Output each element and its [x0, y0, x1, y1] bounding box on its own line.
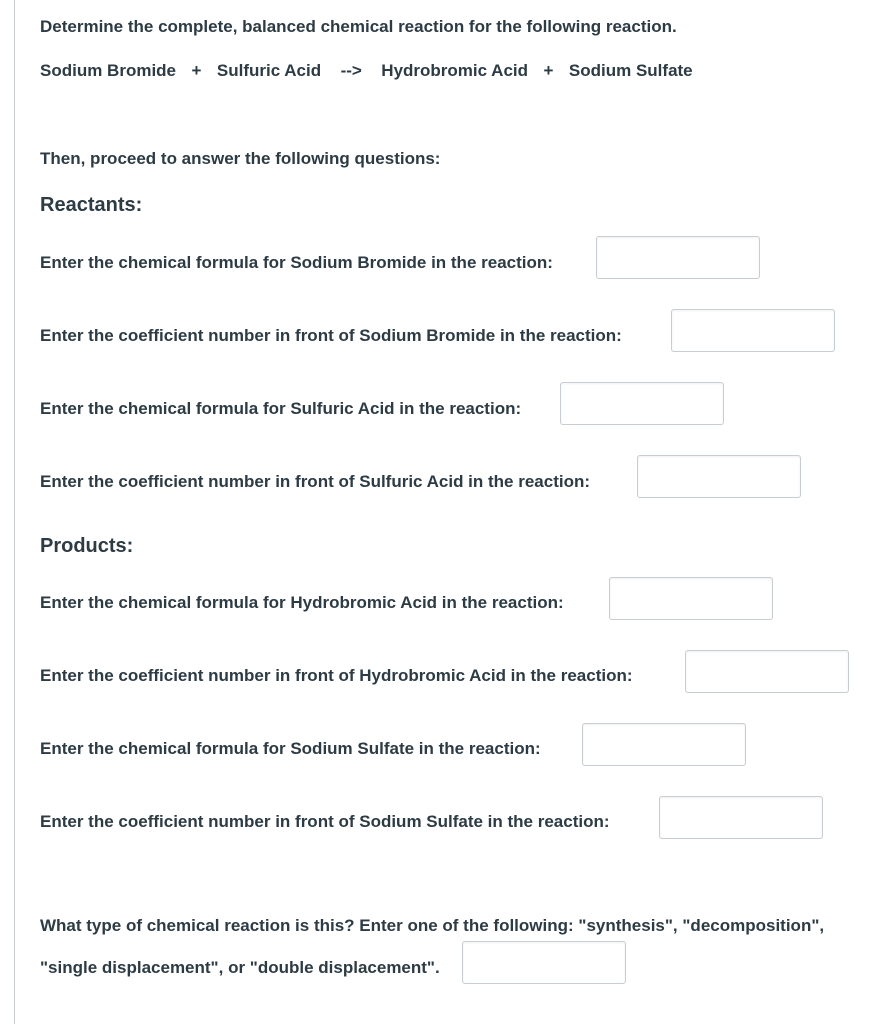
- reaction-equation: [40, 61, 693, 81]
- sulfuric-acid-coefficient-input[interactable]: [637, 455, 801, 498]
- sodium-bromide-coefficient-label: Enter the coefficient number in front of Sodium Bromide in the reaction:: [40, 326, 622, 345]
- equation-reactant-1: Sodium Bromide: [40, 61, 177, 80]
- sodium-sulfate-coefficient-input[interactable]: [659, 796, 823, 839]
- equation-plus-1: +: [191, 61, 202, 80]
- reaction-type-question: What type of chemical reaction is this? Enter one of the following: "synthesis", "decomposition",: [40, 916, 825, 935]
- reaction-type-input[interactable]: [462, 941, 626, 984]
- equation-product-1: Hydrobromic Acid: [381, 61, 529, 80]
- equation-product-2: Sodium Sulfate: [568, 61, 693, 80]
- equation-arrow: -->: [340, 61, 362, 80]
- question-intro: Determine the complete, balanced chemical reaction for the following reaction.: [40, 17, 677, 36]
- equation-plus-2: +: [543, 61, 554, 80]
- reactants-heading: Reactants:: [40, 194, 143, 216]
- sodium-sulfate-formula-input[interactable]: [582, 723, 746, 766]
- products-heading: Products:: [40, 535, 134, 557]
- reaction-type-options: "single displacement", or "double displacement".: [40, 958, 440, 977]
- sodium-sulfate-coefficient-label: Enter the coefficient number in front of Sodium Sulfate in the reaction:: [40, 812, 610, 831]
- sodium-sulfate-formula-label: Enter the chemical formula for Sodium Sulfate in the reaction:: [40, 739, 541, 758]
- equation-reactant-2: Sulfuric Acid: [216, 61, 322, 80]
- sulfuric-acid-coefficient-label: Enter the coefficient number in front of Sulfuric Acid in the reaction:: [40, 472, 591, 491]
- hydrobromic-acid-formula-label: Enter the chemical formula for Hydrobromic Acid in the reaction:: [40, 593, 564, 612]
- proceed-instructions: Then, proceed to answer the following questions:: [40, 149, 441, 168]
- hydrobromic-acid-coefficient-input[interactable]: [685, 650, 849, 693]
- sodium-bromide-formula-input[interactable]: [596, 236, 760, 279]
- sulfuric-acid-formula-label: Enter the chemical formula for Sulfuric Acid in the reaction:: [40, 399, 522, 418]
- content-left-border: [14, 0, 15, 1024]
- sodium-bromide-coefficient-input[interactable]: [671, 309, 835, 352]
- hydrobromic-acid-formula-input[interactable]: [609, 577, 773, 620]
- sulfuric-acid-formula-input[interactable]: [560, 382, 724, 425]
- sodium-bromide-formula-label: Enter the chemical formula for Sodium Bromide in the reaction:: [40, 253, 553, 272]
- hydrobromic-acid-coefficient-label: Enter the coefficient number in front of Hydrobromic Acid in the reaction:: [40, 666, 633, 685]
